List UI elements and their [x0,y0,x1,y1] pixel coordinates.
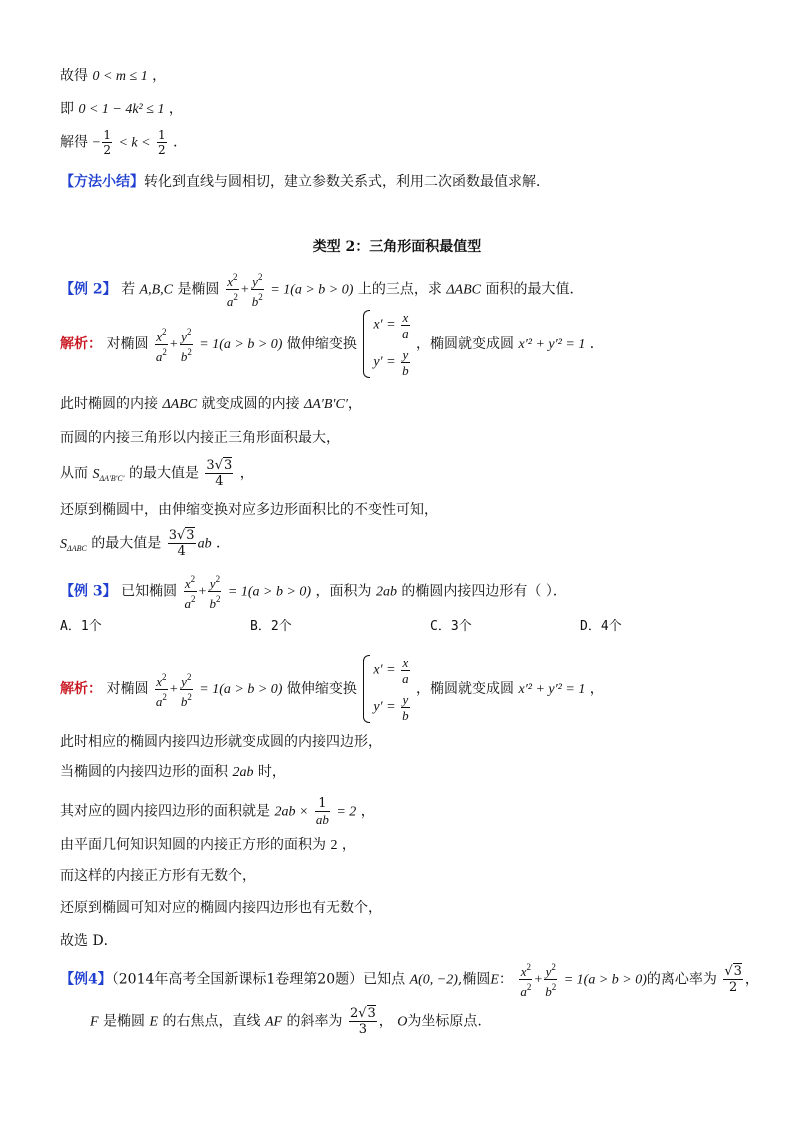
derivation-line-1 [60,66,166,87]
derivation-line-3 [60,128,187,157]
choice-c: C．3个 [430,619,472,634]
example-tag: 【例 3】 [60,583,117,600]
ellipse-name: E [490,972,499,988]
text: 就变成圆的内接 [201,396,300,412]
text: 时， [257,764,286,780]
inequality: 0 < 1 − 4k² ≤ 1 [78,102,165,117]
example-4-line-1: 【例4】（2014年高考全国新课标1卷理第20题）已知点 A(0, −2),椭圆E： $\frac{x^2}{a^2}$ + $\frac{y^2}{b^2}$ = 1(a > b > 0)的离心率为 $\frac{√3}{2}$ ， [60,962,759,999]
fraction-y2-b2: $\frac{y^2}{b^2}$ [209,574,221,611]
example-tag: 【例4】 [60,971,112,988]
punct: ． [216,535,231,552]
text: 为坐标原点. [407,1013,482,1030]
text: 的椭圆内接四边形有（ ）． [401,583,567,600]
solution-3-line-6: 还原到椭圆可知对应的椭圆内接四边形也有无数个， [60,900,382,916]
fraction-y2-b2: $\frac{y^2}{b^2}$ [545,962,557,999]
solution-2-line-4: 还原到椭圆中，由伸缩变换对应多边形面积比的不变性可知， [60,502,438,518]
fraction-y2-b2: $\frac{y^2}{b^2}$ [251,272,263,309]
origin: O [397,1014,408,1030]
example-2: 【例 2】 若 A,B,C 是椭圆 $\frac{x^2}{a^2}$ + $\frac{y^2}{b^2}$ = 1(a > b > 0) 上的三点，求 ΔABC 面积的最大值． [60,272,584,309]
triangle: ΔABC [162,397,198,412]
value: 2 [330,838,338,853]
ellipse-name: E [149,1014,159,1030]
text: ,椭圆 [457,971,491,988]
text: （2014年高考全国新课标1卷理第20题）已知点 [111,971,406,988]
choice-a: A．1个 [60,619,102,634]
text: 的斜率为 [286,1013,343,1030]
text: 若 [121,281,136,298]
punct: ， [347,396,362,412]
triangle-prime: ΔA′B′C′ [304,397,348,412]
points: A,B,C [139,282,173,298]
fraction-y2-b2: $\frac{y^2}{b^2}$ [180,671,192,709]
choice-b: B．2个 [250,619,292,634]
solution-3-line-4 [60,835,356,856]
solution-2-transform: 解析： 对椭圆 $\frac{x^2}{a^2}$ + $\frac{y^2}{b^2}$ = 1(a > b > 0) 做伸缩变换 x′ = $\frac{x}{a}$ y′ = $\frac{y}{b}$ ，椭圆就变成圆 x′² + y′² = 1 ． [60,310,604,378]
text: 的最大值是 [91,535,162,552]
fraction: $\frac{1}{2}$ [158,128,166,157]
area-symbol: $S_{\Delta ABC}$ [60,536,87,553]
text: 做伸缩变换 [286,336,357,352]
transform-system: x′ = $\frac{x}{a}$ y′ = $\frac{y}{b}$ [363,310,411,378]
text: 对椭圆 [106,336,149,352]
text: 面积的最大值． [485,281,584,298]
area-value: 2ab [232,765,254,780]
punct: ， [341,837,356,853]
ellipse-equation: = 1(a > b > 0) [270,282,354,298]
punct: ， [168,101,183,117]
solution-2-line-1 [60,394,362,415]
ellipse-equation: = 1(a > b > 0) [199,337,283,352]
product: 2ab × [274,804,309,820]
fraction-2sqrt3-3: $\frac{2√3}{3}$ [349,1006,376,1037]
text: ，椭圆就变成圆 [416,681,515,697]
fraction-3sqrt3-4: $\frac{3√3}{4}$ [168,528,195,559]
text: ，椭圆就变成圆 [416,336,515,352]
text: 即 [60,101,74,117]
fraction-1-ab: $\frac{1}{ab}$ [315,796,329,827]
text: 是椭圆 [177,281,220,298]
text: 的右焦点，直线 [162,1013,261,1030]
section-heading: 类型 2：三角形面积最值型 [312,239,482,255]
punct: ． [173,134,188,151]
text: 对椭圆 [106,681,149,697]
example-tag: 【例 2】 [60,281,117,298]
solution-2-line-2: 而圆的内接三角形以内接正三角形面积最大， [60,430,340,446]
fraction-x2-a2: $\frac{x^2}{a^2}$ [155,326,167,364]
choice-d: D．4个 [580,619,622,634]
ellipse-equation: = 1(a > b > 0) [563,972,647,988]
punct: ． [589,336,604,352]
text: 是椭圆 [103,1013,146,1030]
solution-tag: 解析： [60,681,102,697]
solution-2-line-3 [60,458,254,489]
fraction: $\frac{1}{2}$ [103,128,111,157]
fraction-3sqrt3-4: $\frac{3√3}{4}$ [206,458,233,489]
result: = 2 [336,804,357,820]
text: 其对应的圆内接四边形的面积就是 [60,803,270,820]
fraction-sqrt3-2: $\frac{√3}{2}$ [724,964,742,995]
line-af: AF [264,1014,283,1030]
solution-2-line-5: $S_{\Delta ABC}$ 的最大值是 $\frac{3√3}{4}$ ab ． [60,528,231,559]
punct: ， [378,1013,393,1030]
solution-tag: 解析： [60,336,102,352]
example-4-line-2 [90,1006,482,1037]
triangle: ΔABC [446,282,481,298]
method-summary [60,172,550,192]
circle-equation: x′² + y′² = 1 [518,337,586,352]
inequality: < k < [118,135,151,151]
punct: ， [239,465,254,482]
fraction-x2-a2: $\frac{x^2}{a^2}$ [184,574,196,611]
fraction-x2-a2: $\frac{x^2}{a^2}$ [520,962,532,999]
punct: ， [744,971,759,988]
transform-system: x′ = $\frac{x}{a}$ y′ = $\frac{y}{b}$ [363,655,411,723]
text: 已知椭圆 [121,583,178,600]
point-a: A(0, −2) [409,972,458,988]
text: 的最大值是 [128,465,199,482]
text: 此时椭圆的内接 [60,396,158,412]
ellipse-equation: = 1(a > b > 0) [227,584,312,600]
area-value: 2ab [375,584,397,600]
text: 从而 [60,465,88,482]
text: 做伸缩变换 [286,681,357,697]
summary-text: 转化到直线与圆相切，建立参数关系式，利用二次函数最值求解． [144,174,550,190]
text: 当椭圆的内接四边形的面积 [60,764,228,780]
fraction-y2-b2: $\frac{y^2}{b^2}$ [180,326,192,364]
fraction-x2-a2: $\frac{x^2}{a^2}$ [155,671,167,709]
text: 由平面几何知识知圆的内接正方形的面积为 [60,837,326,853]
solution-3-line-2 [60,762,286,783]
text: 上的三点，求 [357,281,442,298]
solution-3-line-7: 故选 D． [60,933,118,949]
text: ，面积为 [315,583,372,600]
solution-3-line-5: 而这样的内接正方形有无数个， [60,868,256,884]
focus: F [90,1014,99,1030]
fraction-x2-a2: $\frac{x^2}{a^2}$ [226,272,238,309]
derivation-line-2 [60,99,183,120]
ellipse-equation: = 1(a > b > 0) [199,682,283,697]
text: ： [498,971,513,988]
punct: ， [360,803,375,820]
minus: − [92,135,101,151]
inequality: 0 < m ≤ 1 [92,69,148,84]
solution-3-transform: 解析： 对椭圆 $\frac{x^2}{a^2}$ + $\frac{y^2}{b^2}$ = 1(a > b > 0) 做伸缩变换 x′ = $\frac{x}{a}$ y′ = $\frac{y}{b}$ ，椭圆就变成圆 x′² + y′² = 1 ， [60,655,604,723]
text: 解得 [60,134,88,151]
text: 故得 [60,68,88,84]
punct: ， [589,681,604,697]
example-3: 【例 3】 已知椭圆 $\frac{x^2}{a^2}$ + $\frac{y^2}{b^2}$ = 1(a > b > 0) ，面积为 2ab 的椭圆内接四边形有（ ）． [60,574,567,611]
solution-3-line-1: 此时相应的椭圆内接四边形就变成圆的内接四边形， [60,734,382,750]
area-symbol: $S_{\Delta A'B'C'}$ [92,466,125,483]
summary-tag: 【方法小结】 [60,174,144,190]
solution-3-line-3 [60,796,375,827]
circle-equation: x′² + y′² = 1 [518,682,586,697]
text: 的离心率为 [646,971,717,988]
punct: ， [152,68,167,84]
